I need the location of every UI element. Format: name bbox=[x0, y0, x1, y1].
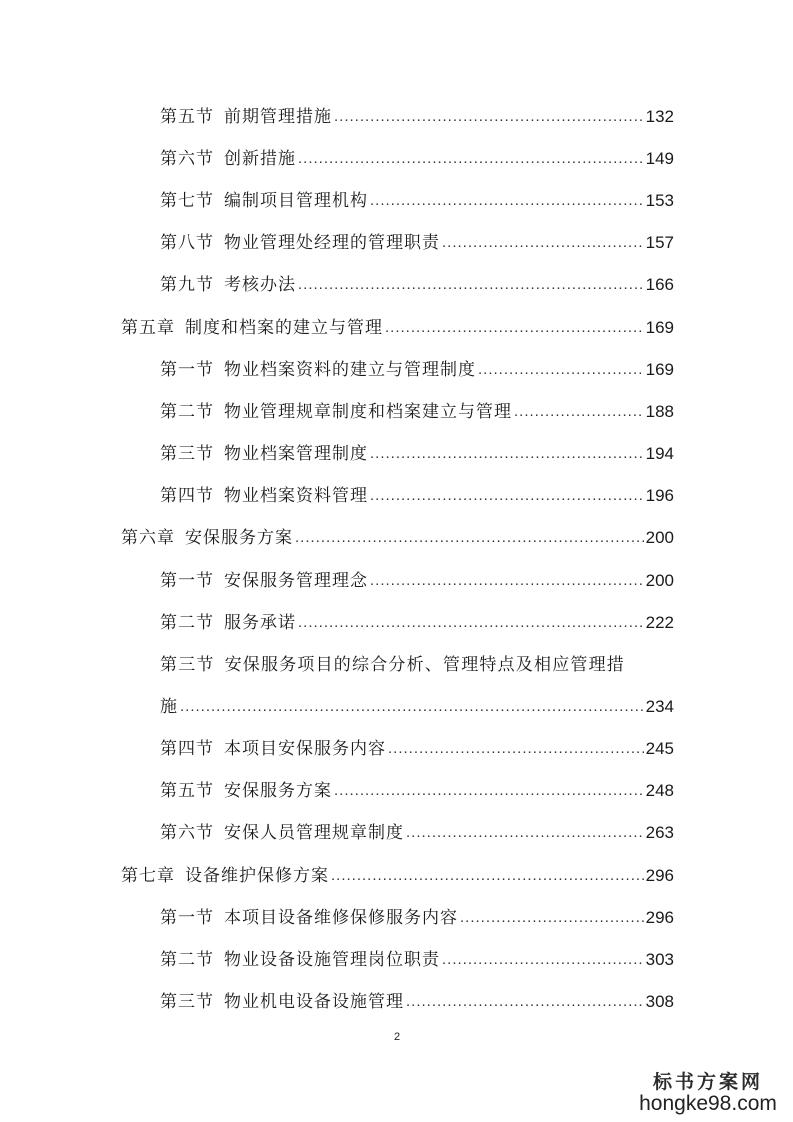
toc-entry bbox=[160, 272, 674, 298]
toc-entry bbox=[121, 315, 674, 341]
toc-entry bbox=[160, 989, 674, 1015]
toc-entry-number: 第六节 bbox=[160, 149, 214, 169]
toc-dot-leader bbox=[298, 610, 644, 636]
watermark-url: hongke98.com bbox=[639, 1092, 777, 1115]
toc-entry bbox=[121, 525, 674, 551]
toc-entry-page: 188 bbox=[645, 402, 674, 421]
toc-entry-page: 222 bbox=[645, 613, 674, 632]
toc-entry-page: 296 bbox=[645, 908, 674, 927]
toc-entry-page: 196 bbox=[645, 486, 674, 505]
toc-dot-leader bbox=[180, 694, 644, 720]
toc-entry-title: 前期管理措施 bbox=[224, 107, 332, 127]
toc-entry-number: 第九节 bbox=[160, 275, 214, 295]
toc-dot-leader bbox=[370, 188, 644, 214]
toc-entry-page: 234 bbox=[645, 697, 674, 716]
toc-entry-page: 166 bbox=[645, 275, 674, 294]
toc-dot-leader bbox=[334, 104, 644, 130]
toc-dot-leader bbox=[388, 736, 644, 762]
toc-entry-title: 物业管理规章制度和档案建立与管理 bbox=[224, 402, 512, 422]
toc-dot-leader bbox=[460, 905, 644, 931]
toc-entry-page: 200 bbox=[645, 571, 674, 590]
toc-entry-title: 施 bbox=[160, 697, 178, 717]
toc-entry-title: 安保服务管理理念 bbox=[224, 571, 368, 591]
toc-entry-number: 第五节 bbox=[160, 107, 214, 127]
toc-entry-page: 200 bbox=[645, 528, 674, 547]
toc-entry-title: 物业档案资料的建立与管理制度 bbox=[224, 360, 476, 380]
toc-entry bbox=[160, 820, 674, 846]
toc-entry-page: 194 bbox=[645, 444, 674, 463]
site-watermark bbox=[633, 1067, 783, 1116]
toc-entry bbox=[160, 357, 674, 383]
toc-entry-title: 物业设备设施管理岗位职责 bbox=[224, 950, 440, 970]
toc-dot-leader bbox=[331, 863, 644, 889]
toc-entry-title: 物业管理处经理的管理职责 bbox=[224, 233, 440, 253]
toc-entry-title: 编制项目管理机构 bbox=[224, 191, 368, 211]
toc-dot-leader bbox=[514, 399, 644, 425]
toc-entry-page: 248 bbox=[645, 781, 674, 800]
toc-dot-leader bbox=[442, 230, 644, 256]
toc-entry-number: 第四节 bbox=[160, 739, 214, 759]
toc-entry-title: 物业机电设备设施管理 bbox=[224, 992, 404, 1012]
toc-entry-page: 153 bbox=[645, 191, 674, 210]
toc-entry-title: 制度和档案的建立与管理 bbox=[185, 318, 383, 338]
toc-entry-number: 第一节 bbox=[160, 908, 214, 928]
toc-dot-leader bbox=[298, 272, 644, 298]
toc-entry bbox=[160, 104, 674, 130]
toc-entry bbox=[160, 568, 674, 594]
toc-entry-title: 服务承诺 bbox=[224, 613, 296, 633]
toc-entry-number: 第七章 bbox=[121, 866, 175, 886]
toc-entry-number: 第三节 bbox=[160, 655, 215, 675]
toc-entry-title: 安保服务项目的综合分析、管理特点及相应管理措 bbox=[224, 655, 626, 675]
toc-entry bbox=[160, 947, 674, 973]
toc-wrapped-line bbox=[160, 652, 625, 678]
toc-dot-leader bbox=[406, 989, 644, 1015]
toc-entry-number: 第五节 bbox=[160, 781, 214, 801]
toc-dot-leader bbox=[295, 525, 644, 551]
toc-dot-leader bbox=[370, 441, 644, 467]
toc-dot-leader bbox=[478, 357, 644, 383]
toc-entry bbox=[160, 778, 674, 804]
toc-entry bbox=[160, 694, 674, 720]
toc-entry-number: 第四节 bbox=[160, 486, 214, 506]
toc-entry-page: 149 bbox=[645, 149, 674, 168]
toc-entry-page: 169 bbox=[645, 360, 674, 379]
toc-entry bbox=[160, 230, 674, 256]
toc-entry-title: 安保服务方案 bbox=[224, 781, 332, 801]
toc-entry-number: 第三节 bbox=[160, 444, 214, 464]
toc-dot-leader bbox=[442, 947, 644, 973]
toc-entry-number: 第一节 bbox=[160, 360, 214, 380]
toc-entry bbox=[160, 441, 674, 467]
toc-dot-leader bbox=[334, 778, 644, 804]
toc-entry-page: 263 bbox=[645, 823, 674, 842]
toc-entry bbox=[160, 146, 674, 172]
toc-entry-title: 考核办法 bbox=[224, 275, 296, 295]
toc-dot-leader bbox=[385, 315, 644, 341]
toc-entry-title: 物业档案管理制度 bbox=[224, 444, 368, 464]
toc-entry bbox=[160, 736, 674, 762]
page-number: 2 bbox=[393, 1031, 401, 1043]
toc-entry-number: 第二节 bbox=[160, 402, 214, 422]
toc-entry-page: 245 bbox=[645, 739, 674, 758]
toc-entry bbox=[160, 905, 674, 931]
toc-entry-number: 第五章 bbox=[121, 318, 175, 338]
toc-entry-number: 第二节 bbox=[160, 950, 214, 970]
toc-entry bbox=[160, 399, 674, 425]
toc-entry-title: 安保服务方案 bbox=[185, 528, 293, 548]
toc-entry-page: 157 bbox=[645, 233, 674, 252]
toc-dot-leader bbox=[298, 146, 644, 172]
toc-entry-page: 169 bbox=[645, 318, 674, 337]
toc-entry-number: 第二节 bbox=[160, 613, 214, 633]
toc-entry-number: 第六节 bbox=[160, 823, 214, 843]
toc-entry-title: 本项目设备维修保修服务内容 bbox=[224, 908, 458, 928]
toc-entry-number: 第一节 bbox=[160, 571, 214, 591]
toc-dot-leader bbox=[370, 483, 644, 509]
toc-dot-leader bbox=[406, 820, 644, 846]
toc-entry-title: 安保人员管理规章制度 bbox=[224, 823, 404, 843]
toc-entry-number: 第八节 bbox=[160, 233, 214, 253]
toc-entry bbox=[160, 483, 674, 509]
toc-entry-title: 本项目安保服务内容 bbox=[224, 739, 386, 759]
toc-entry-page: 132 bbox=[645, 107, 674, 126]
toc-entry-page: 296 bbox=[645, 866, 674, 885]
toc-entry-number: 第六章 bbox=[121, 528, 175, 548]
toc-entry-page: 308 bbox=[645, 992, 674, 1011]
toc-entry-page: 303 bbox=[645, 950, 674, 969]
watermark-logo-text: 标书方案网 bbox=[652, 1071, 763, 1093]
toc-entry bbox=[121, 863, 674, 889]
toc-entry-title: 创新措施 bbox=[224, 149, 296, 169]
toc-entry-number: 第三节 bbox=[160, 992, 214, 1012]
toc-entry-title: 物业档案资料管理 bbox=[224, 486, 368, 506]
toc-entry-number: 第七节 bbox=[160, 191, 214, 211]
toc-entry bbox=[160, 610, 674, 636]
toc-entry-title: 设备维护保修方案 bbox=[185, 866, 329, 886]
toc-entry bbox=[160, 188, 674, 214]
toc-dot-leader bbox=[370, 568, 644, 594]
